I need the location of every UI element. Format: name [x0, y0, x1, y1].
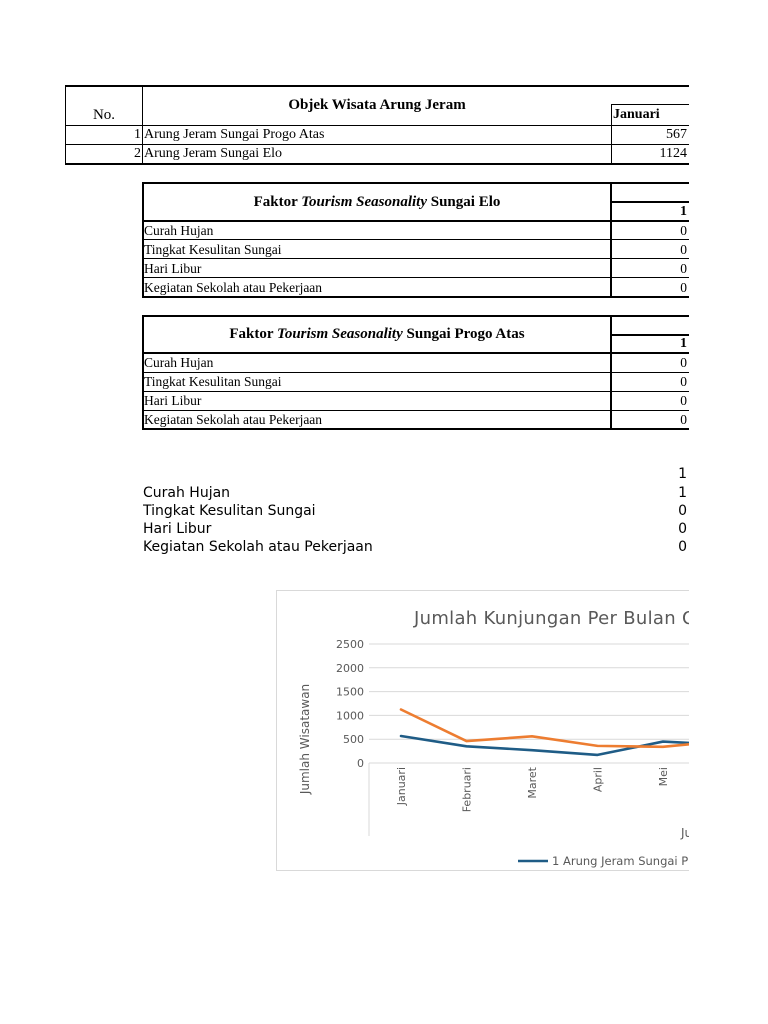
y-tick-label: 2000: [336, 661, 364, 675]
list-label: Curah Hujan: [143, 485, 231, 501]
progo-col-header: 1: [680, 336, 687, 351]
row-label: Kegiatan Sekolah atau Pekerjaan: [144, 412, 323, 427]
row-label: Tingkat Kesulitan Sungai: [144, 374, 282, 389]
row-label: Curah Hujan: [144, 355, 214, 370]
y-tick-label: 2500: [336, 638, 364, 651]
y-tick-label: 1500: [336, 685, 364, 699]
row-januari: 1124: [659, 146, 687, 161]
row-value: 0: [680, 374, 687, 389]
list-value: 0: [678, 521, 687, 537]
list-label: Kegiatan Sekolah atau Pekerjaan: [143, 539, 373, 555]
progo-table-title: Faktor Tourism Seasonality Sungai Progo Atas: [229, 326, 525, 342]
row-label: Curah Hujan: [144, 223, 214, 238]
header-no: No.: [92, 107, 116, 123]
x-tick-label: April: [591, 767, 605, 793]
y-tick-label: 1000: [336, 709, 364, 723]
row-name: Arung Jeram Sungai Progo Atas: [144, 127, 325, 142]
row-label: Hari Libur: [144, 261, 202, 276]
x-tick-label: Februari: [460, 767, 474, 813]
line-chart: [277, 591, 697, 872]
y-tick-label: 500: [343, 733, 364, 747]
list-label: Hari Libur: [143, 521, 212, 537]
row-value: 0: [680, 223, 687, 238]
row-no: 1: [134, 127, 141, 142]
list-value: 0: [678, 503, 687, 519]
row-value: 0: [680, 412, 687, 427]
legend-entry: 1 Arung Jeram Sungai P: [552, 854, 689, 868]
x-tick-label: Januari: [395, 767, 408, 806]
x-tick-label: Mei: [657, 767, 670, 787]
row-januari: 567: [666, 127, 687, 142]
chart-title: Jumlah Kunjungan Per Bulan O: [414, 608, 697, 629]
row-value: 0: [680, 242, 687, 257]
list-label: Tingkat Kesulitan Sungai: [143, 503, 316, 519]
elo-table-title: Faktor Tourism Seasonality Sungai Elo: [253, 194, 501, 210]
header-objek-wisata: Objek Wisata Arung Jeram: [288, 97, 466, 113]
y-axis-label: Jumlah Wisatawan: [298, 683, 312, 795]
chart-container[interactable]: [276, 590, 697, 871]
x-tick-label: Maret: [526, 767, 539, 799]
row-value: 0: [680, 280, 687, 295]
row-value: 0: [680, 261, 687, 276]
y-tick-label: 0: [357, 757, 364, 770]
row-name: Arung Jeram Sungai Elo: [144, 146, 283, 161]
header-januari: Januari: [613, 107, 660, 122]
list-value: 0: [678, 539, 687, 555]
summary-col-header: 1: [678, 466, 687, 482]
row-value: 0: [680, 355, 687, 370]
row-label: Tingkat Kesulitan Sungai: [144, 242, 282, 257]
row-no: 2: [134, 146, 141, 161]
row-label: Hari Libur: [144, 393, 202, 408]
x-axis-label: Ju: [681, 826, 693, 840]
list-value: 1: [678, 485, 687, 501]
row-value: 0: [680, 393, 687, 408]
elo-col-header: 1: [680, 204, 687, 219]
row-label: Kegiatan Sekolah atau Pekerjaan: [144, 280, 323, 295]
